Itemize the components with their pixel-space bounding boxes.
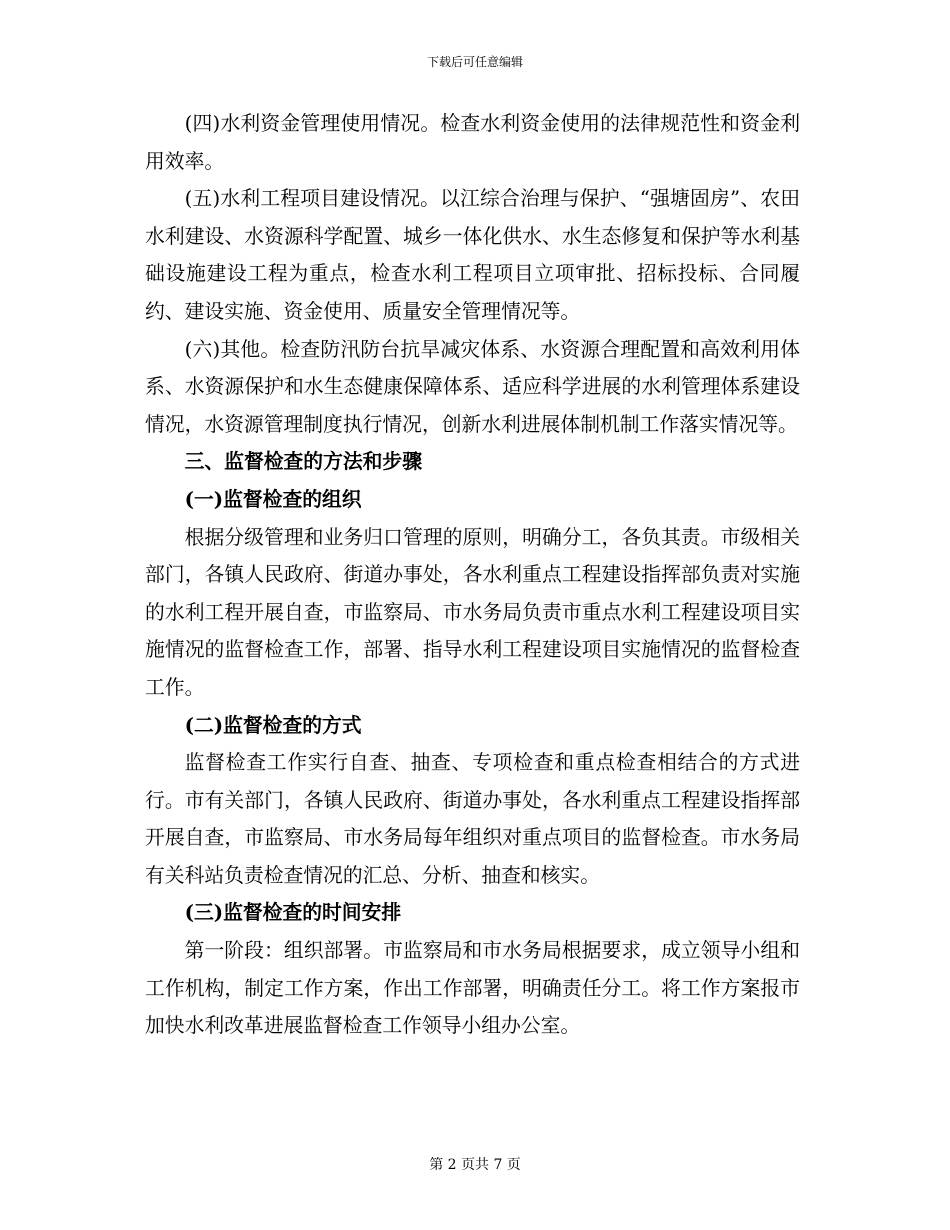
page-header: 下载后可任意编辑 bbox=[426, 55, 523, 69]
paragraph: (六)其他。检查防汛防台抗旱减灾体系、水资源合理配置和高效利用体系、水资源保护和水生态健康保障体系、适应科学进展的水利管理体系建设情况，水资源管理制度执行情况，创新水利进展体制机制工作落实情况等。 bbox=[145, 337, 800, 436]
page-footer: 第 2 页共 7 页 bbox=[429, 1157, 521, 1173]
paragraph: 监督检查工作实行自查、抽查、专项检查和重点检查相结合的方式进行。市有关部门，各镇人民政府、街道办事处，各水利重点工程建设指挥部开展自查，市监察局、市水务局每年组织对重点项目的监督检查。市水务局有关科站负责检查情况的汇总、分析、抽查和核实。 bbox=[145, 751, 800, 887]
subsection-heading: (三)监督检查的时间安排 bbox=[184, 900, 402, 925]
section-heading: 三、监督检查的方法和步骤 bbox=[184, 449, 422, 474]
paragraph: 根据分级管理和业务归口管理的原则，明确分工，各负其责。市级相关部门，各镇人民政府、街道办事处，各水利重点工程建设指挥部负责对实施的水利工程开展自查，市监察局、市水务局负责市重点水利工程建设项目实施情况的监督检查工作，部署、指导水利工程建设项目实施情况的监督检查工作。 bbox=[145, 525, 800, 699]
subsection-heading: (二)监督检查的方式 bbox=[184, 712, 362, 737]
document-body bbox=[145, 105, 800, 1045]
paragraph: (四)水利资金管理使用情况。检查水利资金使用的法律规范性和资金利用效率。 bbox=[145, 112, 800, 173]
paragraph: (五)水利工程项目建设情况。以江综合治理与保护、“强塘固房”、农田水利建设、水资源科学配置、城乡一体化供水、水生态修复和保护等水利基础设施建设工程为重点，检查水利工程项目立项审批、招标投标、合同履约、建设实施、资金使用、质量安全管理情况等。 bbox=[145, 187, 800, 323]
paragraph: 第一阶段：组织部署。市监察局和市水务局根据要求，成立领导小组和工作机构，制定工作方案，作出工作部署，明确责任分工。将工作方案报市加快水利改革进展监督检查工作领导小组办公室。 bbox=[145, 939, 800, 1038]
subsection-heading: (一)监督检查的组织 bbox=[184, 486, 362, 511]
